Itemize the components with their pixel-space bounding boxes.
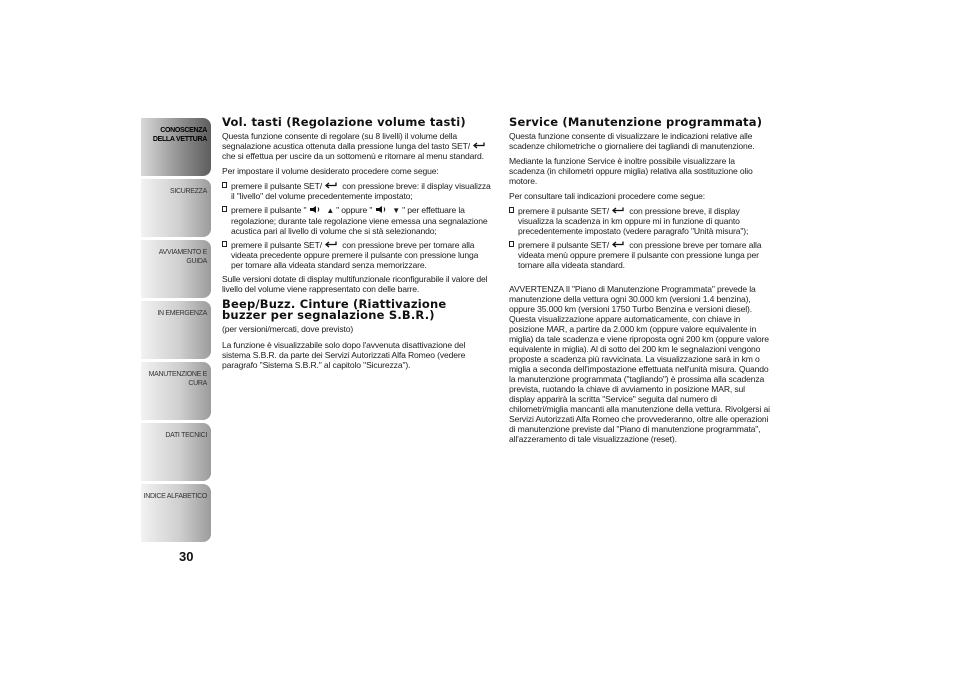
checkbox-bullet-icon — [222, 206, 227, 212]
tab-label: AVVIAMENTO E GUIDA — [158, 249, 207, 265]
list-item: premere il pulsante SET/ con pressione breve per tornare alla videata precedente oppure premere il pulsante con pressione lunga per tornare alla videata standard senza memorizzare. — [222, 240, 492, 270]
checkbox-bullet-icon — [222, 182, 227, 188]
list-item: premere il pulsante SET/ con pressione breve, il display visualizza la scadenza in km oppure mi in funzione di quanto precedentemente impostato (vedere paragrafo "Unità misura"); — [509, 206, 772, 236]
warning-paragraph: AVVERTENZA Il "Piano di Manutenzione Programmata" prevede la manutenzione della vettura ogni 30.000 km (versioni 1.4 benzina), oppure 35.000 km (versioni 1750 Turbo Benzina e versioni diesel). Questa visualizzazione appare automaticamente, con chiave in posizione MAR, a partire da 2.000 km (oppure valore equivalente in miglia) da tale scadenza e viene riproposta ogni 200 km (oppure valore equivalente in miglia). Al di sotto dei 200 km le segnalazioni vengono proposte a scadenza più ravvicinata. La visualizzazione sarà in km o miglia a seconda dell'impostazione effettuata nell'unità misura. Quando la manutenzione programmata ("tagliando") è prossima alla scadenza prevista, ruotando la chiave di avviamento in posizione MAR, sul display apparirà la scritta "Service" seguita dal numero di chilometri/miglia mancanti alla manutenzione della vettura. Rivolgersi ai Servizi Autorizzati Alfa Romeo che provvederanno, oltre alle operazioni di manutenzione previste dal "Piano di manutenzione programmata", all'azzeramento di tale visualizzazione (reset). — [509, 284, 770, 444]
section-heading-service: Service (Manutenzione programmata) — [509, 115, 763, 129]
tab-label: SICUREZZA — [170, 188, 207, 195]
paragraph: Per consultare tali indicazioni procedere come segue: — [509, 191, 706, 201]
page-number: 30 — [179, 549, 194, 564]
checkbox-bullet-icon — [509, 241, 514, 247]
paragraph: Per impostare il volume desiderato procedere come segue: — [222, 166, 439, 176]
tab-emergenza[interactable] — [141, 301, 211, 359]
tab-label: INDICE ALFABETICO — [143, 493, 207, 500]
tab-label: DATI TECNICI — [165, 432, 207, 439]
right-column — [509, 117, 772, 449]
paragraph: Questa funzione consente di regolare (su 8 livelli) il volume della segnalazione acustica ottenuta dalla pressione lunga del tasto SET/ che si effettua per uscire da un sottomenù e ritornare al menu standard. — [222, 131, 492, 161]
section-heading-vol-tasti: Vol. tasti (Regolazione volume tasti) — [222, 115, 466, 129]
paragraph: Mediante la funzione Service è inoltre possibile visualizzare la scadenza (in chilometri oppure miglia) relativa alla sostituzione olio motore. — [509, 156, 753, 186]
return-arrow-icon — [324, 240, 338, 249]
paragraph: La funzione è visualizzabile solo dopo l'avvenuta disattivazione del sistema S.B.R. da parte dei Servizi Autorizzati Alfa Romeo (vedere paragrafo "Sistema S.B.R." al capitolo "Sicurezza"). — [222, 340, 466, 370]
return-arrow-icon — [324, 181, 338, 190]
tab-label: CONOSCENZA DELLA VETTURA — [152, 127, 207, 143]
volume-icon — [374, 205, 388, 214]
list-item: premere il pulsante SET/ con pressione breve per tornare alla videata menù oppure premere il pulsante con pressione lunga per tornare alla videata standard. — [509, 240, 772, 270]
section-heading-beep-buzz: Beep/Buzz. Cinture (Riattivazione buzzer per segnalazione S.B.R.) — [222, 297, 447, 322]
checkbox-bullet-icon — [509, 207, 514, 213]
tab-dati-tecnici[interactable] — [141, 423, 211, 481]
list-item: premere il pulsante SET/ con pressione breve: il display visualizza il "livello" del volume precedentemente impostato; — [222, 181, 492, 201]
paragraph: Questa funzione consente di visualizzare le indicazioni relative alle scadenze chilometriche o giornaliere dei tagliandi di manutenzione. — [509, 131, 755, 151]
chapter-tabs — [141, 118, 211, 545]
volume-icon — [308, 205, 322, 214]
return-arrow-icon — [472, 141, 486, 150]
arrow-down-icon: ▼ — [392, 206, 401, 215]
return-arrow-icon — [611, 240, 625, 249]
tab-label: IN EMERGENZA — [157, 310, 207, 317]
tab-manutenzione[interactable] — [141, 362, 211, 420]
tab-conoscenza[interactable] — [141, 118, 211, 176]
tab-avviamento[interactable] — [141, 240, 211, 298]
tab-label: MANUTENZIONE E CURA — [148, 371, 207, 387]
list-item: premere il pulsante " ▲ " oppure " ▼ " per effettuare la regolazione; durante tale regolazione viene emessa una segnalazione acustica pari al livello di volume che si stà selezionando; — [222, 205, 492, 236]
checkbox-bullet-icon — [222, 241, 227, 247]
subheading-note: (per versioni/mercati, dove previsto) — [222, 324, 354, 334]
arrow-up-icon: ▲ — [326, 206, 335, 215]
tab-indice[interactable] — [141, 484, 211, 542]
paragraph: Sulle versioni dotate di display multifunzionale riconfigurabile il valore del livello del volume viene rappresentato con delle barre. — [222, 274, 488, 294]
return-arrow-icon — [611, 206, 625, 215]
tab-sicurezza[interactable] — [141, 179, 211, 237]
left-column — [222, 117, 492, 375]
